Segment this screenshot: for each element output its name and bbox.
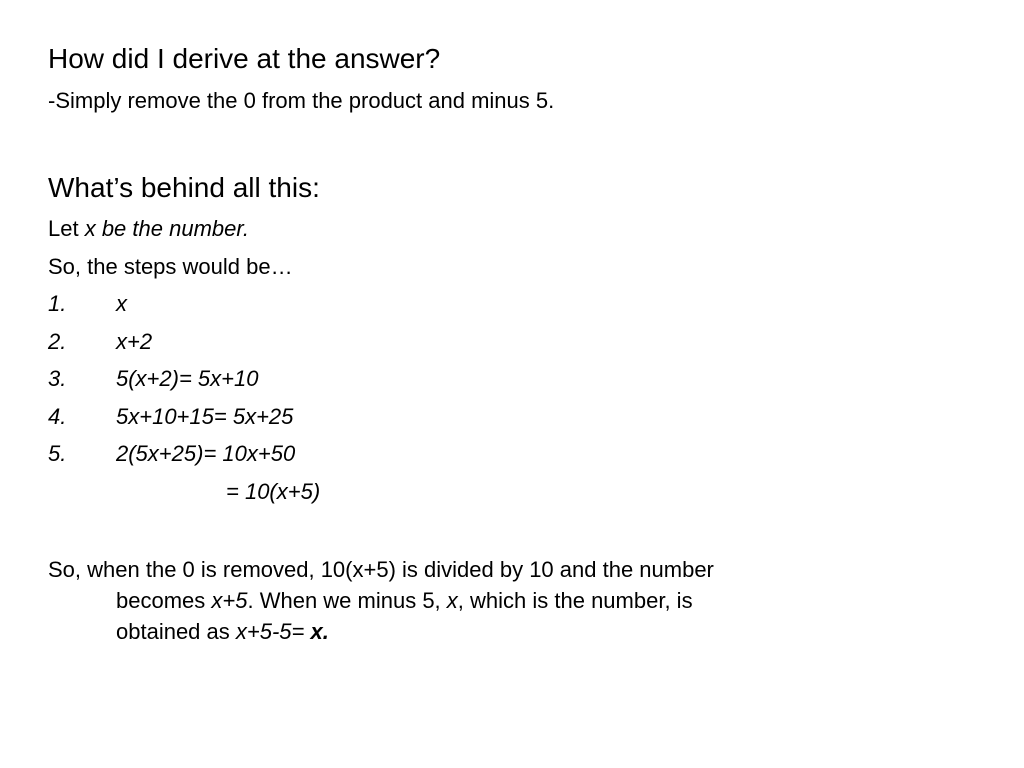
step-expression: 5(x+2)= 5x+10 [116, 366, 259, 391]
conclusion-variable: x [446, 588, 458, 613]
step-number: 2. [48, 329, 67, 354]
question-answer: -Simply remove the 0 from the product and minus 5. [48, 88, 555, 113]
conclusion-paragraph [48, 554, 948, 647]
conclusion-result: x. [310, 619, 329, 644]
step-item [48, 329, 152, 355]
let-statement [48, 216, 249, 242]
step-item [48, 404, 293, 430]
question-heading: How did I derive at the answer? [48, 43, 441, 74]
conclusion-expression: x+5-5= [235, 619, 311, 644]
step-number: 4. [48, 404, 67, 429]
conclusion-line [48, 585, 948, 616]
conclusion-line: So, when the 0 is removed, 10(x+5) is divided by 10 and the number [48, 557, 714, 582]
conclusion-text: becomes [116, 588, 212, 613]
let-variable-definition: x be the number. [84, 216, 249, 241]
step-continuation: = 10(x+5) [226, 479, 321, 504]
step-number: 1. [48, 291, 67, 316]
behind-heading: What’s behind all this: [48, 172, 320, 203]
let-prefix: Let [48, 216, 85, 241]
conclusion-text: obtained as [116, 619, 236, 644]
step-item [48, 366, 258, 392]
step-expression: 5x+10+15= 5x+25 [116, 404, 294, 429]
step-item [48, 441, 295, 467]
step-number: 3. [48, 366, 67, 391]
step-expression: 2(5x+25)= 10x+50 [116, 441, 296, 466]
step-item [48, 291, 127, 317]
conclusion-text: , which is the number, is [457, 588, 693, 613]
step-number: 5. [48, 441, 67, 466]
conclusion-text: . When we minus 5, [247, 588, 447, 613]
conclusion-line [48, 616, 948, 647]
step-expression: x [116, 291, 127, 316]
conclusion-expression: x+5 [211, 588, 248, 613]
steps-intro: So, the steps would be… [48, 254, 293, 279]
step-expression: x+2 [116, 329, 153, 354]
